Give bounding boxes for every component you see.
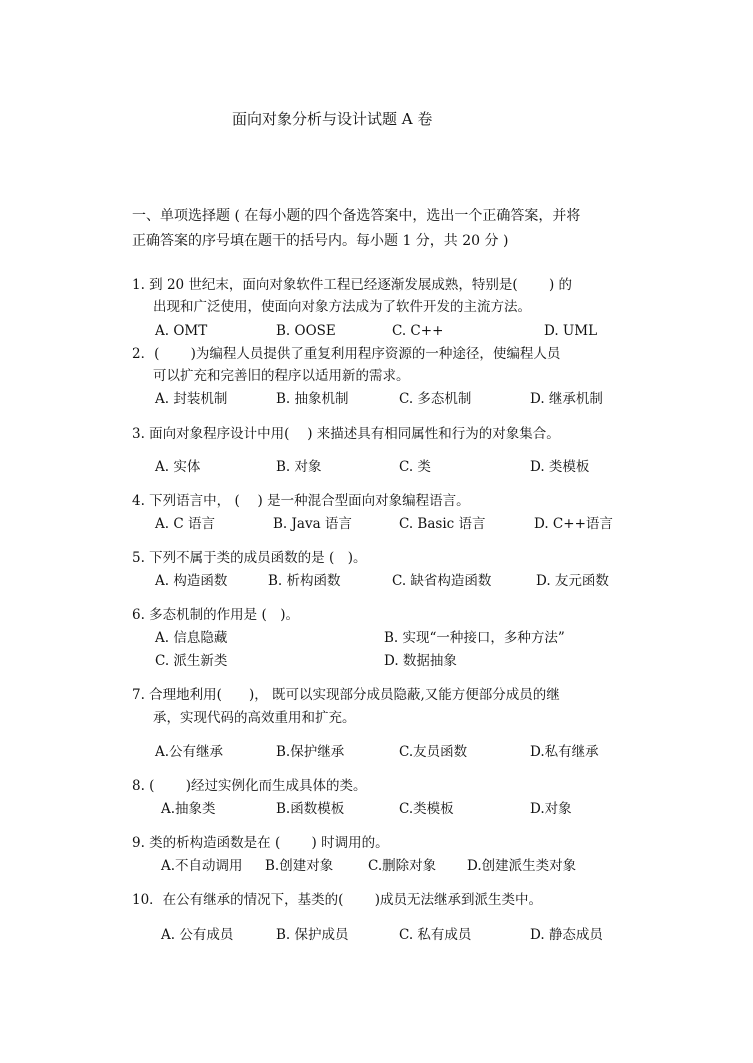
question-4-option-b: B. Java 语言	[273, 516, 352, 532]
question-9-option-a: A.不自动调用	[161, 858, 243, 874]
question-8-option-d: D.对象	[530, 801, 572, 817]
question-7-text-cont: 承，实现代码的高效重用和扩充。	[153, 710, 356, 726]
question-8-option-a: A.抽象类	[161, 801, 216, 817]
question-6-text: 6. 多态机制的作用是 ( )。	[132, 607, 299, 623]
question-10-option-a: A. 公有成员	[161, 927, 234, 943]
question-10-option-b: B. 保护成员	[276, 927, 349, 943]
question-1-text-cont: 出现和广泛使用，使面向对象方法成为了软件开发的主流方法。	[153, 299, 531, 315]
question-2-option-d: D. 继承机制	[530, 391, 603, 407]
question-5-option-b: B. 析构函数	[268, 573, 341, 589]
question-9-option-d: D.创建派生类对象	[467, 858, 577, 874]
question-1-option-a: A. OMT	[155, 323, 208, 339]
question-7-option-b: B.保护继承	[276, 744, 345, 760]
question-3-option-d: D. 类模板	[530, 459, 590, 475]
question-6-option-a: A. 信息隐藏	[155, 630, 228, 646]
question-9-option-c: C.删除对象	[368, 858, 437, 874]
question-9-option-b: B.创建对象	[265, 858, 334, 874]
question-5-text: 5. 下列不属于类的成员函数的是 ( )。	[132, 550, 367, 566]
question-10-option-d: D. 静态成员	[530, 927, 603, 943]
question-6-option-c: C. 派生新类	[155, 653, 228, 669]
question-7-option-d: D.私有继承	[530, 744, 599, 760]
section-heading-line2: 正确答案的序号填在题干的括号内。每小题 1 分，共 20 分 )	[132, 233, 509, 249]
question-6-option-b: B. 实现“一种接口，多种方法”	[384, 630, 565, 646]
question-8-option-b: B.函数模板	[276, 801, 345, 817]
question-3-option-c: C. 类	[399, 459, 431, 475]
section-heading-line1: 一、单项选择题 ( 在每小题的四个备选答案中，选出一个正确答案，并将	[132, 208, 581, 224]
question-3-text: 3. 面向对象程序设计中用( ) 来描述具有相同属性和行为的对象集合。	[132, 426, 560, 442]
question-1-option-b: B. OOSE	[276, 323, 336, 339]
question-1-text: 1. 到 20 世纪末，面向对象软件工程已经逐渐发展成熟，特别是( ) 的	[132, 277, 573, 293]
question-5-option-c: C. 缺省构造函数	[392, 573, 492, 589]
question-7-option-c: C.友员函数	[399, 744, 468, 760]
question-2-text: 2．( )为编程人员提供了重复利用程序资源的一种途径，使编程人员	[132, 346, 561, 362]
question-2-option-c: C. 多态机制	[399, 391, 472, 407]
question-10-text: 10．在公有继承的情况下，基类的( )成员无法继承到派生类中。	[132, 892, 543, 908]
question-7-text: 7. 合理地利用( )， 既可以实现部分成员隐蔽,又能方便部分成员的继	[132, 687, 560, 703]
question-2-text-cont: 可以扩充和完善旧的程序以适用新的需求。	[153, 368, 410, 384]
question-4-option-c: C. Basic 语言	[399, 516, 486, 532]
question-8-option-c: C.类模板	[399, 801, 454, 817]
question-9-text: 9. 类的析构造函数是在 ( ) 时调用的。	[132, 835, 389, 851]
question-10-option-c: C. 私有成员	[399, 927, 472, 943]
question-4-text: 4. 下列语言中， ( ) 是一种混合型面向对象编程语言。	[132, 493, 470, 509]
question-1-option-d: D. UML	[544, 323, 598, 339]
question-5-option-a: A. 构造函数	[155, 573, 228, 589]
question-8-text: 8. ( )经过实例化而生成具体的类。	[132, 778, 367, 794]
question-2-option-b: B. 抽象机制	[276, 391, 349, 407]
page-title: 面向对象分析与设计试题 A 卷	[232, 110, 433, 128]
question-5-option-d: D. 友元函数	[536, 573, 609, 589]
question-7-option-a: A.公有继承	[155, 744, 224, 760]
question-3-option-a: A. 实体	[155, 459, 201, 475]
question-4-option-d: D. C++语言	[534, 516, 613, 532]
question-1-option-c: C. C++	[392, 323, 444, 339]
question-2-option-a: A. 封装机制	[155, 391, 228, 407]
question-3-option-b: B. 对象	[276, 459, 322, 475]
question-6-option-d: D. 数据抽象	[384, 653, 457, 669]
question-4-option-a: A. C 语言	[155, 516, 215, 532]
